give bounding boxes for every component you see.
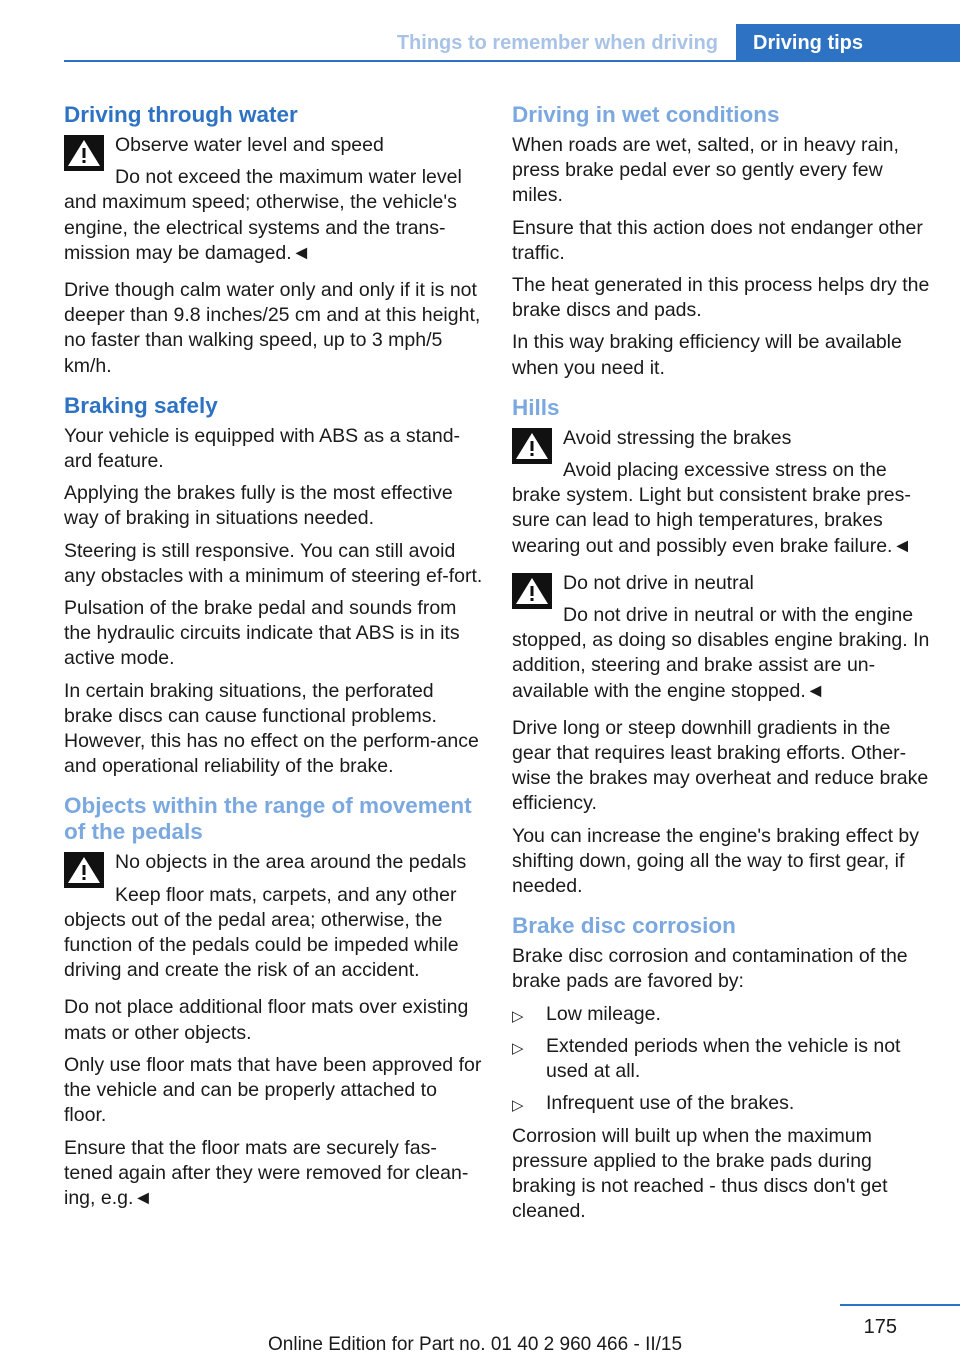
warning-title: Do not drive in neutral xyxy=(563,571,754,594)
paragraph: Do not place additional floor mats over existing mats or other objects. xyxy=(64,996,469,1044)
triangle-bullet-icon: ▷ xyxy=(512,1097,524,1115)
triangle-bullet-icon: ▷ xyxy=(512,1007,524,1025)
footer-edition: Online Edition for Part no. 01 40 2 960 466 - II/15 xyxy=(268,1334,683,1355)
section-objects-pedals xyxy=(64,793,484,1211)
warning-block xyxy=(512,571,932,704)
header-chapter-tab xyxy=(736,24,960,62)
list-item xyxy=(512,1091,932,1116)
footer-rule xyxy=(840,1304,960,1306)
section-wet-conditions xyxy=(512,102,932,381)
warning-title: Observe water level and speed xyxy=(115,134,384,156)
warning-block xyxy=(64,133,484,266)
paragraph: Ensure that this action does not endanger other traffic. xyxy=(512,216,923,264)
warning-title: Avoid stressing the brakes xyxy=(563,426,792,449)
list-item-text: Infrequent use of the brakes. xyxy=(546,1092,795,1115)
warning-triangle-icon xyxy=(512,573,552,609)
right-column xyxy=(512,102,932,1231)
paragraph: When roads are wet, salted, or in heavy rain, press brake pedal ever so gently every few miles. xyxy=(512,134,899,207)
section-heading: Hills xyxy=(512,394,560,420)
paragraph: The heat generated in this process helps dry the brake discs and pads. xyxy=(512,274,930,322)
paragraph: Only use floor mats that have been approved for the vehicle and can be properly attached to floor. xyxy=(64,1053,482,1127)
paragraph: Your vehicle is equipped with ABS as a stand-ard feature. xyxy=(64,424,461,473)
paragraph: Steering is still responsive. You can still avoid any obstacles with a minimum of steering ef-fort. xyxy=(64,539,483,587)
paragraph: Brake disc corrosion and contamination of the brake pads are favored by: xyxy=(512,945,908,993)
section-heading: Brake disc corrosion xyxy=(512,913,736,939)
page-number: 175 xyxy=(863,1316,897,1338)
list-item xyxy=(512,1002,932,1027)
paragraph: Ensure that the floor mats are securely fas-tened again after they were removed for clean-ing, e.g.◄ xyxy=(64,1136,469,1209)
paragraph: In this way braking efficiency will be available when you need it. xyxy=(512,331,902,379)
warning-triangle-icon xyxy=(512,428,552,464)
section-brake-disc-corrosion xyxy=(512,913,932,1224)
warning-block xyxy=(512,426,932,559)
warning-block xyxy=(64,850,484,983)
bullet-list xyxy=(512,1002,932,1117)
paragraph: Corrosion will built up when the maximum pressure applied to the brake pads during braking is not reached - thus discs don't get cleaned. xyxy=(512,1124,888,1223)
paragraph: You can increase the engine's braking effect by shifting down, going all the way to first gear, if needed. xyxy=(512,824,920,898)
paragraph: Drive long or steep downhill gradients in the gear that requires least braking efforts. Other-wise the brakes may overheat and reduce brake efficiency. xyxy=(512,716,929,815)
section-heading: Driving through water xyxy=(64,102,298,127)
warning-triangle-icon xyxy=(64,852,104,888)
list-item-text: Extended periods when the vehicle is not used at all. xyxy=(546,1034,901,1083)
warning-body: Keep floor mats, carpets, and any other objects out of the pedal area; otherwise, the function of the pedals could be impeded while driving and create the risk of an accident. xyxy=(64,883,459,982)
header-section-title: Things to remember when driving xyxy=(396,32,718,54)
section-heading: Driving in wet conditions xyxy=(512,102,780,127)
list-item xyxy=(512,1034,932,1084)
warning-triangle-icon xyxy=(64,135,104,171)
list-item-text: Low mileage. xyxy=(546,1002,661,1025)
section-hills xyxy=(512,395,932,899)
paragraph: Drive though calm water only and only if it is not deeper than 9.8 inches/25 cm and at this height, no faster than walking speed, up to 3 mph/5 km/h. xyxy=(64,279,481,377)
section-heading: Braking safely xyxy=(64,392,218,418)
left-column xyxy=(64,102,484,1218)
header-chapter-label: Driving tips xyxy=(753,32,864,54)
section-braking-safely xyxy=(64,393,484,780)
warning-title: No objects in the area around the pedals xyxy=(115,851,467,874)
warning-body: Avoid placing excessive stress on the brake system. Light but consistent brake pres-sure can lead to high temperatures, brakes wearing out and possibly even brake failure.◄ xyxy=(512,459,912,557)
page-header xyxy=(0,24,960,62)
section-heading: Objects within the range of movement of the pedals xyxy=(64,793,472,845)
paragraph: Pulsation of the brake pedal and sounds from the hydraulic circuits indicate that ABS is in its active mode. xyxy=(64,597,460,670)
warning-body: Do not exceed the maximum water level and maximum speed; otherwise, the vehicle's engine, the electrical systems and the trans-mission may be damaged.◄ xyxy=(64,166,462,264)
triangle-bullet-icon: ▷ xyxy=(512,1039,524,1057)
warning-body: Do not drive in neutral or with the engine stopped, as doing so disables engine braking. In addition, steering and brake assist are un-available with the engine stopped.◄ xyxy=(512,604,930,702)
paragraph: Applying the brakes fully is the most effective way of braking in situations needed. xyxy=(64,482,453,530)
paragraph: In certain braking situations, the perforated brake discs can cause functional problems. However, this has no effect on the perform-ance and operational reliability of the brake. xyxy=(64,679,479,778)
section-driving-through-water xyxy=(64,102,484,379)
